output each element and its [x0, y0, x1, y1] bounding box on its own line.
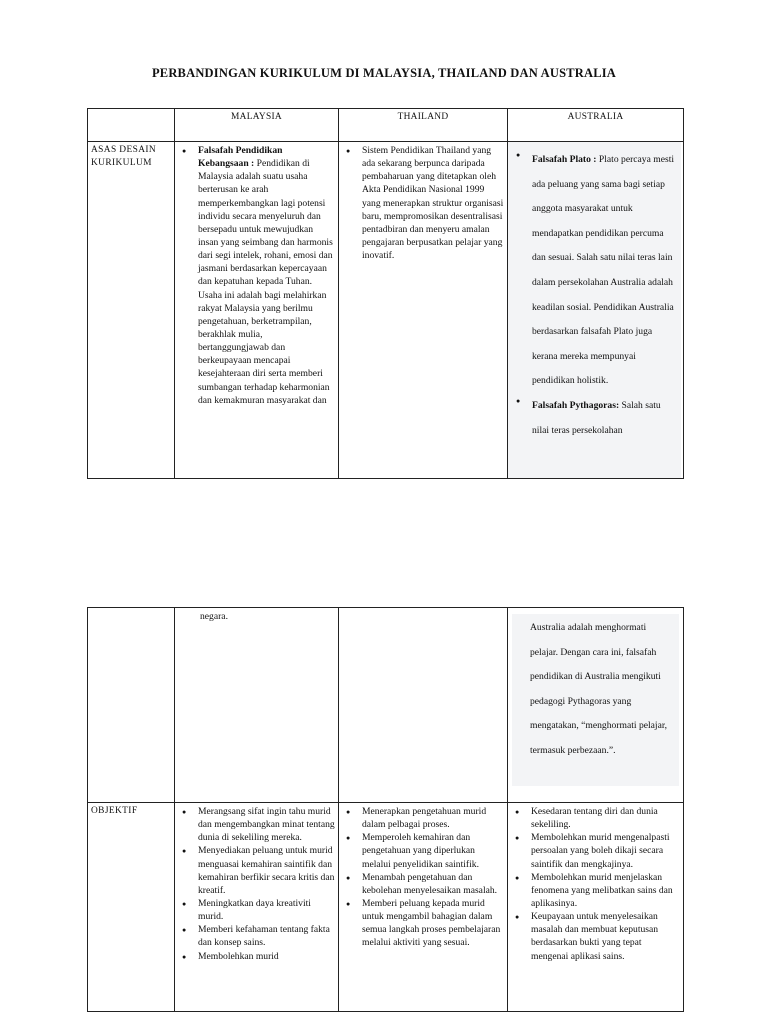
falsafah-pythagoras-text: Salah satu nilai teras persekolahan	[532, 399, 661, 436]
cell-thailand-empty	[339, 608, 508, 803]
list-item: ● Membolehkan murid	[198, 950, 335, 963]
falsafah-pythagoras-heading: Falsafah Pythagoras:	[532, 399, 620, 411]
cell-thailand-objektif	[339, 803, 508, 1012]
list-item: ● Memberi peluang kepada murid untuk mengambil bahagian dalam semua langkah proses pembelajaran melalui aktiviti yang sesuai.	[362, 897, 504, 950]
list-item	[198, 144, 335, 407]
comparison-table-part-1	[87, 108, 684, 479]
falsafah-pendidikan-heading: Falsafah Pendidikan Kebangsaan :	[198, 145, 283, 170]
list-item: ● Membolehkan murid mengenalpasti persoalan yang boleh dikaji secara saintifik dan mengkajinya.	[531, 831, 680, 870]
cell-australia-continued	[508, 608, 684, 803]
cell-australia-asas	[508, 142, 684, 479]
list-item: ● Menyediakan peluang untuk murid menguasai kemahiran saintifik dan kemahiran berfikir secara kritis dan kreatif.	[198, 844, 335, 897]
table-row-asas-desain-continued	[88, 608, 684, 803]
list-item: ● Merangsang sifat ingin tahu murid dan mengembangkan minat tentang dunia di sekeliling mereka.	[198, 805, 335, 844]
list-item	[532, 148, 677, 394]
list-item: ● Memperoleh kemahiran dan pengetahuan yang diperlukan melalui penyelidikan saintifik.	[362, 831, 504, 870]
cell-australia-objektif	[508, 803, 684, 1012]
header-thailand: THAILAND	[339, 109, 508, 142]
falsafah-plato-heading: Falsafah Plato :	[532, 154, 597, 165]
malaysia-continued-text: negara.	[200, 611, 228, 622]
falsafah-pendidikan-text: Pendidikan di Malaysia adalah suatu usaha berterusan ke arah memperkembangkan lagi potensi individu secara menyeluruh dan bersepadu untuk mewujudkan insan yang seimbang dan harmonis dari segi intelek, rohani, emosi dan jasmani berdasarkan kepercayaan dan kepatuhan kepada Tuhan. Usaha ini adalah bagi melahirkan rakyat Malaysia yang berilmu pengetahuan, berketrampilan, berakhlak mulia, bertanggungjawab dan berkeupayaan mencapai kesejahteraan diri serta memberi sumbangan terhadap keharmonian dan kemakmuran masyarakat dan	[198, 158, 333, 406]
header-malaysia: MALAYSIA	[175, 109, 339, 142]
list-item: ● Menerapkan pengetahuan murid dalam pelbagai proses.	[362, 805, 504, 831]
australia-continued-text: Australia adalah menghormati pelajar. Dengan cara ini, falsafah pendidikan di Australia mengikuti pedagogi Pythagoras yang mengatakan, “menghormati pelajar, termasuk perbezaan.”.	[530, 622, 668, 756]
table-header-row	[88, 109, 684, 142]
document-title: PERBANDINGAN KURIKULUM DI MALAYSIA, THAILAND DAN AUSTRALIA	[151, 66, 617, 80]
list-item: ● Menambah pengetahuan dan kebolehan menyelesaikan masalah.	[362, 871, 504, 897]
row-label-asas-desain: ASAS DESAIN KURIKULUM	[88, 142, 175, 479]
table-row-asas-desain	[88, 142, 684, 479]
table-row-objektif	[88, 803, 684, 1012]
cell-malaysia-continued	[175, 608, 339, 803]
comparison-table-part-2	[87, 607, 684, 1012]
list-item: ● Keupayaan untuk menyelesaikan masalah dan membuat keputusan berdasarkan bukti yang tepat mengenai aplikasi sains.	[531, 910, 680, 963]
falsafah-plato-text: Plato percaya mesti ada peluang yang sama bagi setiap anggota masyarakat untuk mendapatkan pendidikan percuma dan sesuai. Salah satu nilai teras lain dalam persekolahan Australia adalah keadilan sosial. Pendidikan Australia berdasarkan falsafah Plato juga kerana mereka mempunyai pendidikan holistik.	[532, 154, 675, 387]
header-empty	[88, 109, 175, 142]
row-label-objektif: OBJEKTIF	[88, 803, 175, 1012]
list-item: ● Kesedaran tentang diri dan dunia sekeliling.	[531, 805, 680, 831]
list-item: ● Memberi kefahaman tentang fakta dan konsep sains.	[198, 923, 335, 949]
cell-malaysia-objektif	[175, 803, 339, 1012]
cell-malaysia-asas	[175, 142, 339, 479]
list-item: ● Sistem Pendidikan Thailand yang ada sekarang berpunca daripada pembaharuan yang ditetapkan oleh Akta Pendidikan Nasional 1999 yang menerapkan struktur organisasi baru, mempromosikan desentralisasi pentadbiran dan menyeru amalan pengajaran berpusatkan pelajar yang inovatif.	[362, 144, 504, 262]
row-label-empty	[88, 608, 175, 803]
list-item: ● Meningkatkan daya kreativiti murid.	[198, 897, 335, 923]
list-item: ● Membolehkan murid menjelaskan fenomena yang melibatkan sains dan aplikasinya.	[531, 871, 680, 910]
header-australia: AUSTRALIA	[508, 109, 684, 142]
list-item	[532, 394, 677, 443]
cell-thailand-asas	[339, 142, 508, 479]
